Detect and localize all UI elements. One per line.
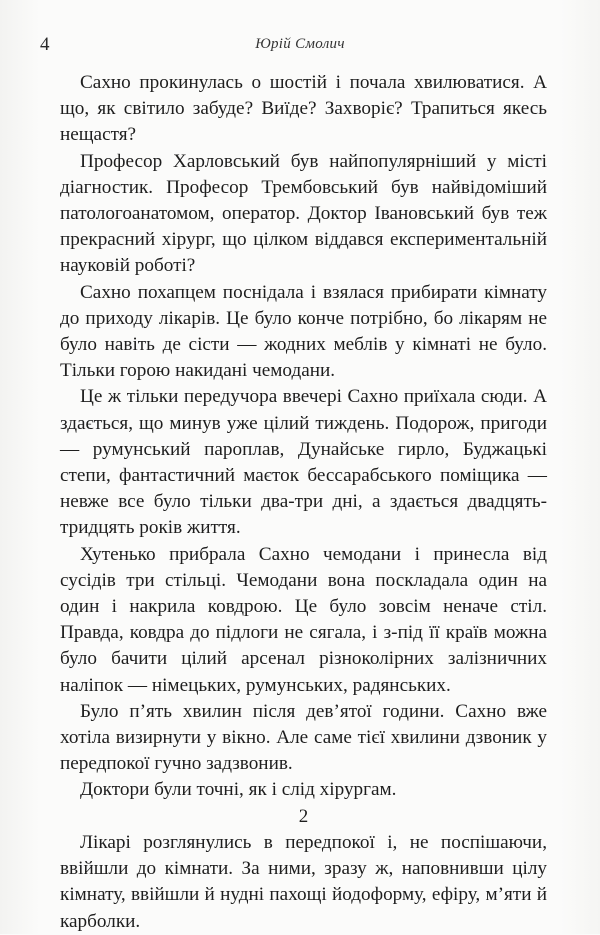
paragraph: Сахно похапцем поснідала і взялася прибирати кімнату до приходу лікарів. Це було конче потрібно, бо лікарям не було навіть де сісти — жодних меблів у кімнаті не було. Тільки горою накидані чемодани. [60,281,547,382]
paragraph: Було п’ять хвилин після дев’ятої години. Сахно вже хотіла визирнути у вікно. Але саме тієї хвилини дзвоник у передпокої гучно задзвонив. [60,700,547,775]
running-head-author: Юрій Смолич [255,36,345,52]
paragraph: Сахно прокинулась о шостій і почала хвилюватися. А що, як світило забуде? Виїде? Захворіє? Трапиться якесь нещастя? [60,72,547,146]
paragraph: Хутенько прибрала Сахно чемодани і принесла від сусідів три стільці. Чемодани вона поскладала один на один і накрила ковдрою. Це було зовсім неначе стіл. Правда, ковдра до підлоги не сягала, і з-під її країв можна було бачити цілий арсенал різноколірних залізничних наліпок — німецьких, румунських, радянських. [60,543,547,696]
paragraph: Доктори були точні, як і слід хірургам. [80,779,397,801]
page-header [40,34,560,60]
page-number: 4 [40,34,50,55]
paragraph: Професор Харловський був найпопулярніший у місті діагностик. Професор Трембовський був найвідоміший патологоанатомом, оператор. Доктор Івановський був теж прекрасний хірург, що цілком віддався експериментальній науковій роботі? [60,150,547,277]
body-text [60,70,547,935]
paragraph: Лікарі розглянулись в передпокої і, не поспішаючи, ввійшли до кімнати. За ними, зразу ж, наповнивши цілу кімнату, ввійшли й нудні пахощі йодоформу, ефіру, м’яти й карболки. [60,831,547,932]
paragraph: Це ж тільки передучора ввечері Сахно приїхала сюди. А здається, що минув уже цілий тиждень. Подорож, пригоди — румунський пароплав, Дунайське гирло, Буджацькі степи, фантастичний маєток бессарабського поміщика — невже все було тільки два-три дні, а здається двадцять-тридцять років життя. [60,386,547,539]
section-number: 2 [298,805,309,827]
